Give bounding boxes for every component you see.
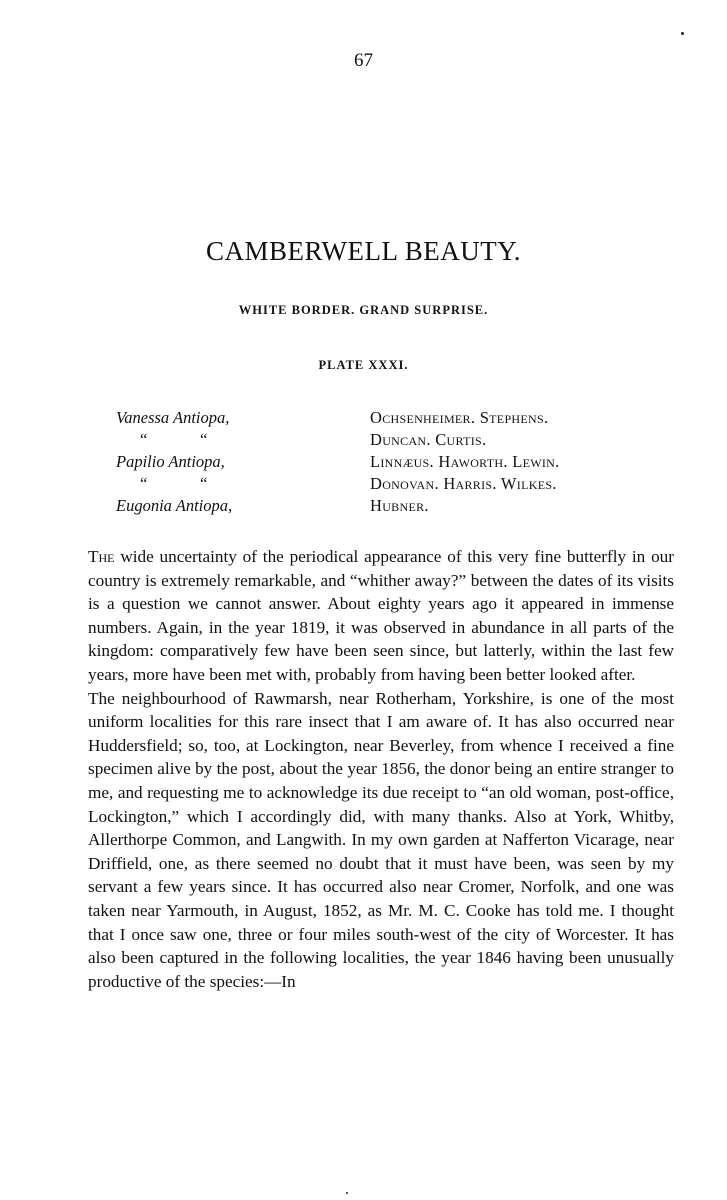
ditto-mark: “ xyxy=(200,430,208,449)
page-number: 67 xyxy=(354,50,373,71)
ditto-mark: “ xyxy=(140,474,148,493)
paragraph-text: wide uncertainty of the periodical appearance of this very fine butterfly in our country is extremely remarkable, and “whither away?” between the dates of its visits is a question we cannot answer. About eighty years ago it appeared in immense numbers. Again, in the year 1819, it was observed in abundance in all parts of the kingdom: comparatively few have been seen since, but latterly, within the last few years, more have been met with, probably from having been better looked after. xyxy=(88,547,674,684)
paragraph xyxy=(88,545,674,687)
paragraph-first-word: The xyxy=(88,547,115,566)
synonym-authors: Donovan. Harris. Wilkes. xyxy=(370,474,557,493)
plate-label: PLATE XXXI. xyxy=(318,358,409,372)
synonym-name: Eugonia Antiopa, xyxy=(116,496,233,515)
subtitle: WHITE BORDER. GRAND SURPRISE. xyxy=(238,303,489,317)
paragraph-text: The neighbourhood of Rawmarsh, near Rotherham, Yorkshire, is one of the most uniform localities for this rare insect that I am aware of. It has also occurred near Huddersfield; so, too, at Lockington, near Beverley, from whence I received a fine specimen alive by the post, about the year 1856, the donor being an entire stranger to me, and requesting me to acknowledge its due receipt to “an old woman, post-office, Lockington,” which I accordingly did, with many thanks. Also at York, Whitby, Allerthorpe Common, and Langwith. In my own garden at Nafferton Vicarage, near Driffield, one, as there seemed no doubt that it must have been, was seen by my servant a few years since. It has occurred also near Cromer, Norfolk, and one was taken near Yarmouth, in August, 1852, as Mr. M. C. Cooke has told me. I thought that I once saw one, three or four miles south-west of the city of Worcester. It has also been captured in the following localities, the year 1846 having been unusually productive of the species:—In xyxy=(88,688,674,991)
ditto-mark: “ xyxy=(140,430,148,449)
print-speck xyxy=(681,32,684,35)
synonym-row xyxy=(0,408,727,431)
synonym-name: Vanessa Antiopa, xyxy=(116,408,230,427)
page-title: CAMBERWELL BEAUTY. xyxy=(205,236,521,266)
print-speck xyxy=(346,1192,348,1194)
paragraph xyxy=(88,687,674,994)
synonym-row xyxy=(0,430,727,453)
synonym-list xyxy=(0,408,727,518)
synonym-authors: Duncan. Curtis. xyxy=(370,430,487,449)
synonym-authors: Linnæus. Haworth. Lewin. xyxy=(370,452,560,471)
ditto-mark: “ xyxy=(200,474,208,493)
synonym-row xyxy=(0,452,727,475)
synonym-row xyxy=(0,496,727,519)
synonym-authors: Hubner. xyxy=(370,496,429,515)
synonym-row xyxy=(0,474,727,497)
synonym-name: Papilio Antiopa, xyxy=(116,452,225,471)
synonym-authors: Ochsenheimer. Stephens. xyxy=(370,408,549,427)
body-text xyxy=(88,545,674,993)
